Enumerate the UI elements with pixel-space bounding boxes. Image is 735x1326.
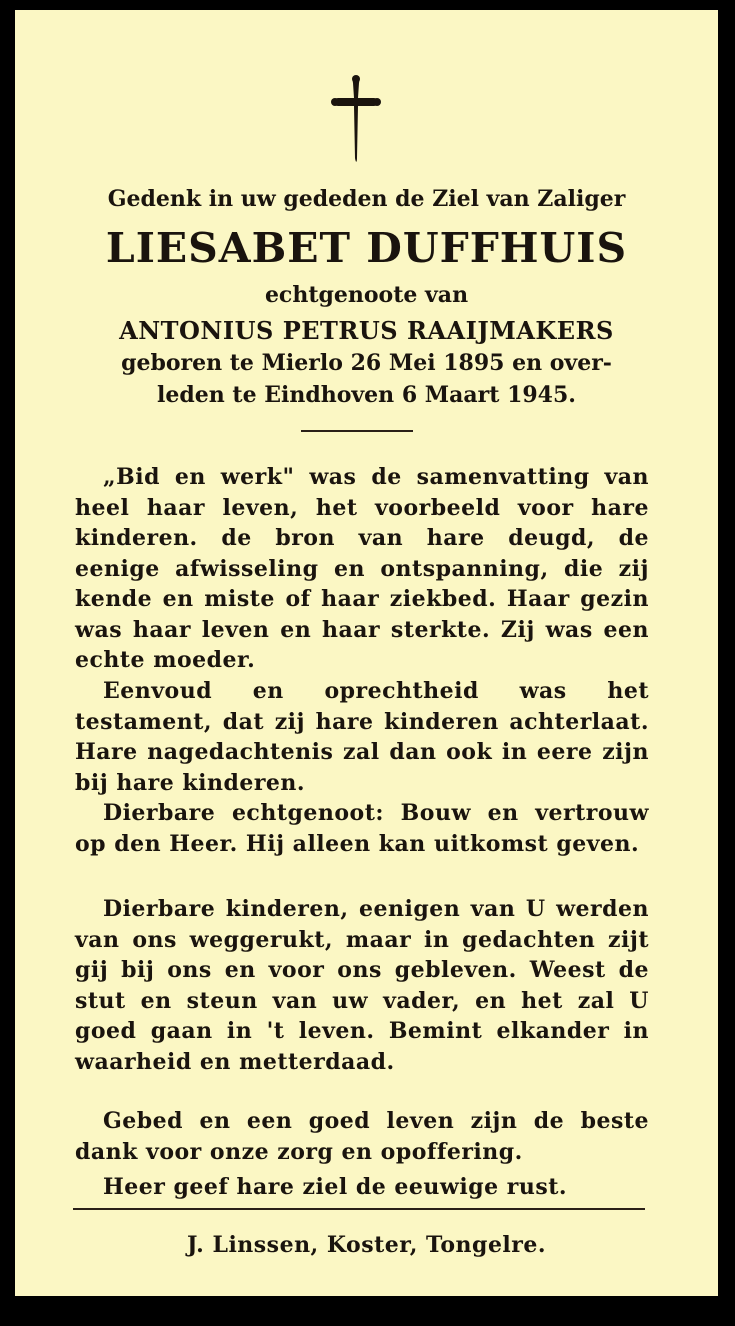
intro-text: Gedenk in uw gededen de Ziel van Zaliger bbox=[107, 186, 626, 212]
paragraph-4 bbox=[75, 894, 649, 1077]
paragraph-text: Heer geef hare ziel de eeuwige rust. bbox=[103, 1174, 568, 1200]
paragraph-text: „Bid en werk" was de samenvatting van heel haar leven, het voorbeeld voor hare kinderen. de bron van hare deugd, de eenige afwisseling en ontspanning, die zij kende en miste of haar ziekbed. Haar gezin was haar leven en haar sterkte. Zij was een echte moeder. bbox=[75, 464, 649, 673]
dates-line-2: leden te Eindhoven 6 Maart 1945. bbox=[157, 382, 576, 408]
paragraph-text: Eenvoud en oprechtheid was het testament, dat zij hare kinderen achterlaat. Hare nagedachtenis zal dan ook in eere zijn bij hare kinderen. bbox=[75, 678, 649, 796]
dates-line-1: geboren te Mierlo 26 Mei 1895 en over- bbox=[121, 350, 612, 376]
memorial-card bbox=[15, 10, 718, 1296]
spouse-label: echtgenoote van bbox=[264, 282, 469, 308]
paragraph-6 bbox=[75, 1172, 649, 1203]
paragraph-text: Dierbare echtgenoot: Bouw en vertrouw op den Heer. Hij alleen kan uitkomst geven. bbox=[75, 800, 649, 857]
cross-icon bbox=[329, 74, 383, 166]
divider-short bbox=[301, 430, 413, 432]
paragraph-2 bbox=[75, 676, 649, 798]
deceased-name: LIESABET DUFFHUIS bbox=[105, 224, 628, 272]
paragraph-1 bbox=[75, 462, 649, 676]
paragraph-text: Dierbare kinderen, eenigen van U werden van ons weggerukt, maar in gedachten zijt gij bij ons en voor ons gebleven. Weest de stut en steun van uw vader, en het zal U goed gaan in 't leven. Bemint elkander in waarheid en metterdaad. bbox=[75, 896, 649, 1075]
spouse-name: ANTONIUS PETRUS RAAIJMAKERS bbox=[119, 316, 614, 345]
paragraph-text: Gebed en een goed leven zijn de beste dank voor onze zorg en opoffering. bbox=[75, 1108, 649, 1165]
paragraph-3 bbox=[75, 798, 649, 859]
paragraph-5 bbox=[75, 1106, 649, 1167]
printer-credit: J. Linssen, Koster, Tongelre. bbox=[186, 1232, 547, 1258]
divider-long bbox=[73, 1208, 645, 1210]
